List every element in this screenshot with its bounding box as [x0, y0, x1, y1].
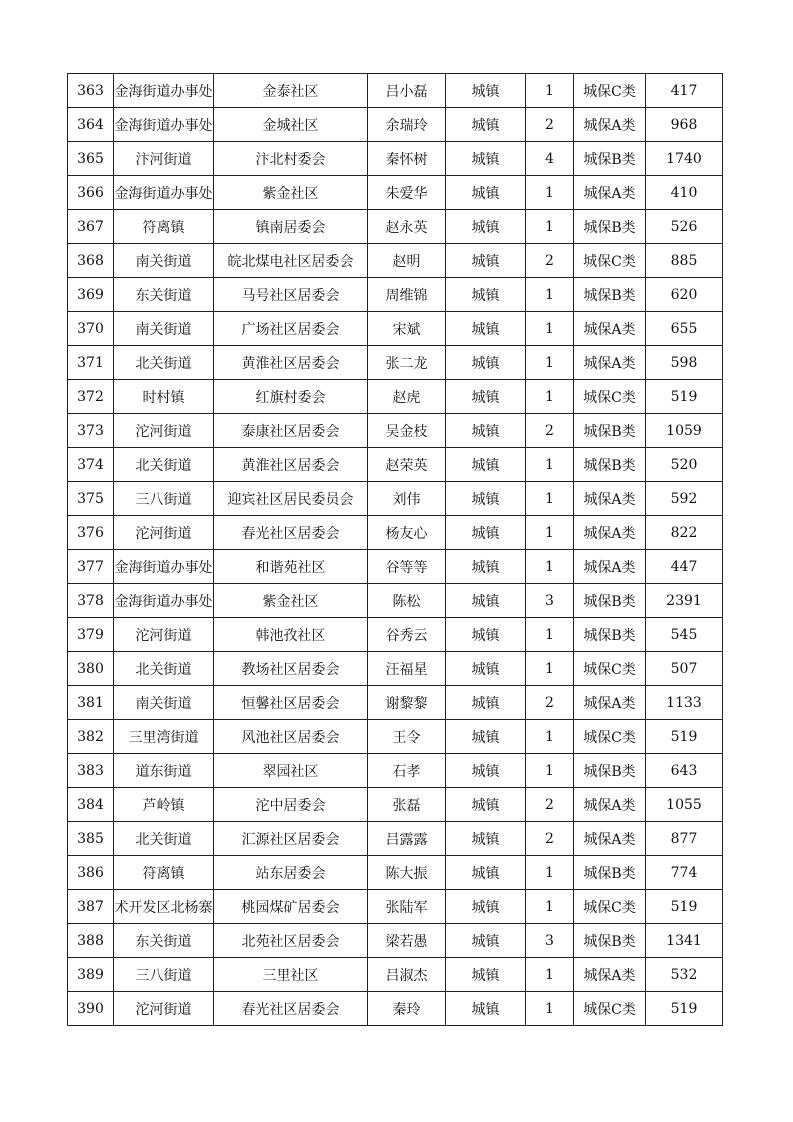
cell-category: 城保A类 — [574, 312, 646, 346]
cell-community: 紫金社区 — [214, 584, 368, 618]
cell-name: 杨友心 — [368, 516, 446, 550]
cell-no: 363 — [68, 74, 114, 108]
table-row — [68, 720, 723, 754]
cell-street: 沱河街道 — [114, 618, 214, 652]
cell-name: 张陆军 — [368, 890, 446, 924]
cell-category: 城保B类 — [574, 142, 646, 176]
cell-no: 373 — [68, 414, 114, 448]
cell-street: 沱河街道 — [114, 992, 214, 1026]
cell-street: 金海街道办事处 — [114, 176, 214, 210]
cell-community: 泰康社区居委会 — [214, 414, 368, 448]
cell-no: 374 — [68, 448, 114, 482]
cell-count: 4 — [526, 142, 574, 176]
table-row — [68, 516, 723, 550]
cell-area: 城镇 — [446, 244, 526, 278]
cell-street: 金海街道办事处 — [114, 108, 214, 142]
cell-no: 387 — [68, 890, 114, 924]
cell-count: 2 — [526, 414, 574, 448]
cell-street: 时村镇 — [114, 380, 214, 414]
table-row — [68, 312, 723, 346]
cell-no: 382 — [68, 720, 114, 754]
cell-name: 吕小磊 — [368, 74, 446, 108]
cell-street: 汴河街道 — [114, 142, 214, 176]
cell-community: 金城社区 — [214, 108, 368, 142]
cell-name: 朱爱华 — [368, 176, 446, 210]
cell-category: 城保B类 — [574, 924, 646, 958]
table-row — [68, 142, 723, 176]
cell-community: 春光社区居委会 — [214, 516, 368, 550]
cell-area: 城镇 — [446, 992, 526, 1026]
cell-area: 城镇 — [446, 550, 526, 584]
cell-count: 1 — [526, 720, 574, 754]
cell-name: 赵荣英 — [368, 448, 446, 482]
cell-amount: 417 — [646, 74, 723, 108]
cell-street: 三里湾街道 — [114, 720, 214, 754]
table-row — [68, 924, 723, 958]
table-row — [68, 618, 723, 652]
cell-area: 城镇 — [446, 210, 526, 244]
cell-category: 城保B类 — [574, 856, 646, 890]
cell-category: 城保A类 — [574, 822, 646, 856]
cell-no: 365 — [68, 142, 114, 176]
cell-amount: 519 — [646, 380, 723, 414]
cell-amount: 410 — [646, 176, 723, 210]
cell-area: 城镇 — [446, 890, 526, 924]
cell-community: 三里社区 — [214, 958, 368, 992]
cell-community: 汴北村委会 — [214, 142, 368, 176]
cell-name: 陈松 — [368, 584, 446, 618]
cell-name: 赵明 — [368, 244, 446, 278]
cell-name: 赵虎 — [368, 380, 446, 414]
table-row — [68, 856, 723, 890]
cell-amount: 1059 — [646, 414, 723, 448]
cell-no: 376 — [68, 516, 114, 550]
cell-name: 石孝 — [368, 754, 446, 788]
cell-amount: 519 — [646, 720, 723, 754]
cell-community: 广场社区居委会 — [214, 312, 368, 346]
cell-amount: 592 — [646, 482, 723, 516]
cell-amount: 1341 — [646, 924, 723, 958]
cell-area: 城镇 — [446, 822, 526, 856]
cell-category: 城保A类 — [574, 958, 646, 992]
cell-category: 城保B类 — [574, 278, 646, 312]
cell-category: 城保A类 — [574, 176, 646, 210]
cell-community: 金泰社区 — [214, 74, 368, 108]
cell-street: 南关街道 — [114, 312, 214, 346]
cell-name: 张磊 — [368, 788, 446, 822]
table-row — [68, 414, 723, 448]
cell-no: 383 — [68, 754, 114, 788]
cell-community: 红旗村委会 — [214, 380, 368, 414]
cell-amount: 885 — [646, 244, 723, 278]
cell-area: 城镇 — [446, 856, 526, 890]
records-table — [67, 73, 723, 1026]
cell-amount: 968 — [646, 108, 723, 142]
cell-category: 城保A类 — [574, 108, 646, 142]
cell-no: 384 — [68, 788, 114, 822]
cell-community: 和谐苑社区 — [214, 550, 368, 584]
cell-name: 秦怀树 — [368, 142, 446, 176]
cell-area: 城镇 — [446, 720, 526, 754]
cell-count: 1 — [526, 618, 574, 652]
cell-category: 城保B类 — [574, 584, 646, 618]
cell-category: 城保C类 — [574, 244, 646, 278]
cell-community: 韩池孜社区 — [214, 618, 368, 652]
table-row — [68, 686, 723, 720]
cell-no: 389 — [68, 958, 114, 992]
cell-street: 北关街道 — [114, 448, 214, 482]
cell-amount: 1133 — [646, 686, 723, 720]
table-row — [68, 958, 723, 992]
cell-community: 黄淮社区居委会 — [214, 346, 368, 380]
cell-area: 城镇 — [446, 346, 526, 380]
cell-count: 2 — [526, 822, 574, 856]
cell-community: 翠园社区 — [214, 754, 368, 788]
cell-area: 城镇 — [446, 312, 526, 346]
cell-count: 1 — [526, 176, 574, 210]
cell-count: 2 — [526, 686, 574, 720]
table-row — [68, 448, 723, 482]
cell-name: 谢黎黎 — [368, 686, 446, 720]
cell-street: 北关街道 — [114, 652, 214, 686]
cell-street: 三八街道 — [114, 958, 214, 992]
cell-amount: 1740 — [646, 142, 723, 176]
cell-name: 余瑞玲 — [368, 108, 446, 142]
table-row — [68, 550, 723, 584]
cell-area: 城镇 — [446, 686, 526, 720]
cell-count: 1 — [526, 210, 574, 244]
cell-category: 城保C类 — [574, 992, 646, 1026]
cell-amount: 545 — [646, 618, 723, 652]
cell-no: 372 — [68, 380, 114, 414]
cell-category: 城保C类 — [574, 890, 646, 924]
cell-count: 1 — [526, 312, 574, 346]
cell-street: 符离镇 — [114, 856, 214, 890]
cell-amount: 532 — [646, 958, 723, 992]
cell-name: 秦玲 — [368, 992, 446, 1026]
cell-street: 芦岭镇 — [114, 788, 214, 822]
cell-no: 366 — [68, 176, 114, 210]
cell-community: 马号社区居委会 — [214, 278, 368, 312]
cell-name: 陈大振 — [368, 856, 446, 890]
cell-no: 379 — [68, 618, 114, 652]
cell-name: 宋斌 — [368, 312, 446, 346]
cell-category: 城保A类 — [574, 516, 646, 550]
cell-count: 1 — [526, 550, 574, 584]
cell-no: 371 — [68, 346, 114, 380]
cell-category: 城保A类 — [574, 788, 646, 822]
cell-street: 北关街道 — [114, 822, 214, 856]
cell-amount: 447 — [646, 550, 723, 584]
cell-area: 城镇 — [446, 788, 526, 822]
table-row — [68, 788, 723, 822]
cell-community: 风池社区居委会 — [214, 720, 368, 754]
cell-no: 375 — [68, 482, 114, 516]
cell-community: 春光社区居委会 — [214, 992, 368, 1026]
cell-no: 368 — [68, 244, 114, 278]
cell-amount: 877 — [646, 822, 723, 856]
cell-community: 桃园煤矿居委会 — [214, 890, 368, 924]
cell-count: 3 — [526, 584, 574, 618]
cell-area: 城镇 — [446, 584, 526, 618]
cell-no: 370 — [68, 312, 114, 346]
cell-street: 金海街道办事处 — [114, 74, 214, 108]
cell-no: 378 — [68, 584, 114, 618]
cell-count: 2 — [526, 244, 574, 278]
cell-no: 367 — [68, 210, 114, 244]
cell-category: 城保C类 — [574, 720, 646, 754]
cell-amount: 655 — [646, 312, 723, 346]
cell-amount: 620 — [646, 278, 723, 312]
table-row — [68, 108, 723, 142]
cell-area: 城镇 — [446, 108, 526, 142]
cell-name: 刘伟 — [368, 482, 446, 516]
cell-street: 沱河街道 — [114, 414, 214, 448]
cell-amount: 519 — [646, 992, 723, 1026]
cell-street: 南关街道 — [114, 686, 214, 720]
cell-community: 北苑社区居委会 — [214, 924, 368, 958]
cell-community: 教场社区居委会 — [214, 652, 368, 686]
cell-street: 沱河街道 — [114, 516, 214, 550]
cell-area: 城镇 — [446, 176, 526, 210]
cell-area: 城镇 — [446, 380, 526, 414]
cell-count: 1 — [526, 482, 574, 516]
cell-count: 1 — [526, 754, 574, 788]
cell-no: 388 — [68, 924, 114, 958]
cell-community: 沱中居委会 — [214, 788, 368, 822]
cell-category: 城保A类 — [574, 550, 646, 584]
cell-amount: 507 — [646, 652, 723, 686]
cell-community: 紫金社区 — [214, 176, 368, 210]
cell-community: 站东居委会 — [214, 856, 368, 890]
cell-category: 城保B类 — [574, 210, 646, 244]
cell-count: 1 — [526, 278, 574, 312]
cell-amount: 2391 — [646, 584, 723, 618]
cell-area: 城镇 — [446, 652, 526, 686]
cell-amount: 822 — [646, 516, 723, 550]
cell-category: 城保A类 — [574, 482, 646, 516]
cell-category: 城保B类 — [574, 448, 646, 482]
cell-count: 1 — [526, 652, 574, 686]
cell-no: 385 — [68, 822, 114, 856]
cell-street: 金海街道办事处 — [114, 584, 214, 618]
table-row — [68, 482, 723, 516]
cell-street: 道东街道 — [114, 754, 214, 788]
cell-name: 张二龙 — [368, 346, 446, 380]
cell-street: 东关街道 — [114, 924, 214, 958]
cell-name: 谷等等 — [368, 550, 446, 584]
cell-category: 城保C类 — [574, 652, 646, 686]
cell-category: 城保A类 — [574, 686, 646, 720]
cell-category: 城保B类 — [574, 618, 646, 652]
cell-area: 城镇 — [446, 448, 526, 482]
cell-no: 390 — [68, 992, 114, 1026]
cell-count: 1 — [526, 890, 574, 924]
cell-community: 恒馨社区居委会 — [214, 686, 368, 720]
cell-area: 城镇 — [446, 414, 526, 448]
table-row — [68, 380, 723, 414]
cell-street: 金海街道办事处 — [114, 550, 214, 584]
table-row — [68, 822, 723, 856]
cell-category: 城保B类 — [574, 414, 646, 448]
table-row — [68, 74, 723, 108]
cell-count: 1 — [526, 380, 574, 414]
cell-no: 369 — [68, 278, 114, 312]
cell-amount: 1055 — [646, 788, 723, 822]
cell-street: 符离镇 — [114, 210, 214, 244]
cell-street: 北关街道 — [114, 346, 214, 380]
cell-name: 吕露露 — [368, 822, 446, 856]
cell-category: 城保B类 — [574, 754, 646, 788]
cell-category: 城保C类 — [574, 74, 646, 108]
cell-area: 城镇 — [446, 482, 526, 516]
cell-name: 汪福星 — [368, 652, 446, 686]
table-row — [68, 584, 723, 618]
cell-count: 1 — [526, 74, 574, 108]
cell-name: 赵永英 — [368, 210, 446, 244]
cell-community: 迎宾社区居民委员会 — [214, 482, 368, 516]
table-row — [68, 346, 723, 380]
cell-category: 城保A类 — [574, 346, 646, 380]
cell-community: 镇南居委会 — [214, 210, 368, 244]
cell-count: 2 — [526, 788, 574, 822]
cell-no: 377 — [68, 550, 114, 584]
cell-name: 梁若愚 — [368, 924, 446, 958]
cell-amount: 598 — [646, 346, 723, 380]
cell-community: 汇源社区居委会 — [214, 822, 368, 856]
cell-name: 周维锦 — [368, 278, 446, 312]
cell-area: 城镇 — [446, 754, 526, 788]
cell-area: 城镇 — [446, 74, 526, 108]
table-row — [68, 754, 723, 788]
cell-street: 南关街道 — [114, 244, 214, 278]
cell-count: 1 — [526, 346, 574, 380]
cell-street: 三八街道 — [114, 482, 214, 516]
cell-street: 术开发区北杨寨 — [114, 890, 214, 924]
cell-name: 吕淑杰 — [368, 958, 446, 992]
table-row — [68, 890, 723, 924]
cell-area: 城镇 — [446, 924, 526, 958]
cell-count: 1 — [526, 958, 574, 992]
cell-name: 谷秀云 — [368, 618, 446, 652]
cell-amount: 774 — [646, 856, 723, 890]
cell-count: 1 — [526, 856, 574, 890]
table-row — [68, 992, 723, 1026]
cell-street: 东关街道 — [114, 278, 214, 312]
table-row — [68, 176, 723, 210]
table-row — [68, 278, 723, 312]
cell-count: 3 — [526, 924, 574, 958]
cell-area: 城镇 — [446, 618, 526, 652]
cell-area: 城镇 — [446, 142, 526, 176]
cell-count: 2 — [526, 108, 574, 142]
cell-no: 364 — [68, 108, 114, 142]
cell-amount: 519 — [646, 890, 723, 924]
table-body — [68, 74, 723, 1026]
table-row — [68, 652, 723, 686]
cell-community: 黄淮社区居委会 — [214, 448, 368, 482]
cell-area: 城镇 — [446, 278, 526, 312]
table-row — [68, 244, 723, 278]
cell-no: 386 — [68, 856, 114, 890]
cell-name: 王令 — [368, 720, 446, 754]
table-row — [68, 210, 723, 244]
cell-area: 城镇 — [446, 958, 526, 992]
cell-no: 381 — [68, 686, 114, 720]
cell-area: 城镇 — [446, 516, 526, 550]
cell-count: 1 — [526, 448, 574, 482]
cell-category: 城保C类 — [574, 380, 646, 414]
cell-amount: 643 — [646, 754, 723, 788]
cell-no: 380 — [68, 652, 114, 686]
cell-name: 吴金枝 — [368, 414, 446, 448]
cell-count: 1 — [526, 516, 574, 550]
cell-amount: 520 — [646, 448, 723, 482]
cell-amount: 526 — [646, 210, 723, 244]
cell-community: 皖北煤电社区居委会 — [214, 244, 368, 278]
cell-count: 1 — [526, 992, 574, 1026]
